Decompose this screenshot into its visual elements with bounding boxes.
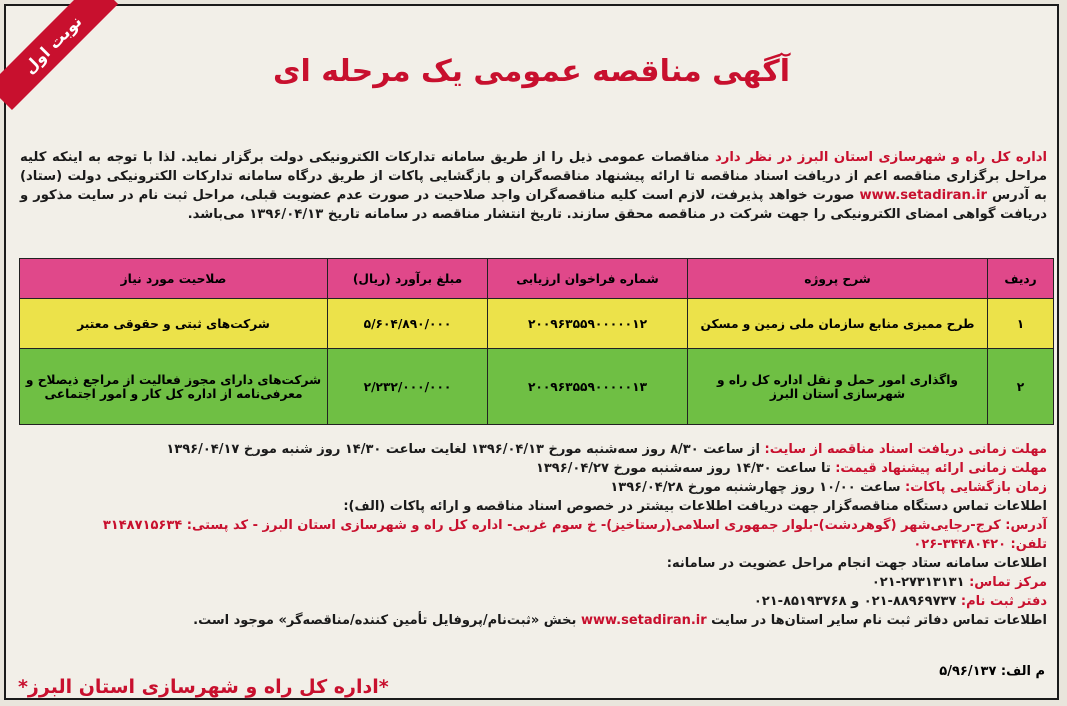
header-qualification: صلاحیت مورد نیاز xyxy=(20,259,328,299)
cell-row-no: ۲ xyxy=(988,349,1054,425)
other-provinces-text-2: بخش «ثبت‌نام/پروفایل تأمین کننده/مناقصه‌گر» موجود است. xyxy=(193,613,581,628)
setad-link[interactable]: www.setadiran.ir xyxy=(859,188,987,203)
footer-signature: *اداره کل راه و شهرسازی استان البرز* xyxy=(18,676,389,698)
cell-call-number: ۲۰۰۹۶۳۵۵۹۰۰۰۰۰۱۳ xyxy=(488,349,688,425)
table-header-row xyxy=(20,259,1054,299)
intro-text-1: مناقصات عمومی ذیل را از طریق سامانه تدارکات الکترونیکی دولت برگزار نماید. لذا با توجه به اینکه کلیه مراحل برگزاری مناقصه اعم از دریافت اسناد مناقصه تا ارائه پیشنهاد مناقصه‌گران و بازگشایی پاکات از طریق درگاه سامانه تدارکات الکترونیکی دولت (ستاد) به آدرس xyxy=(20,150,1047,203)
cell-qualification: شرکت‌های دارای مجوز فعالیت از مراجع ذیصلاح و معرفی‌نامه از اداره کل کار و امور اجتماعی xyxy=(20,349,328,425)
call-center-value: ۲۷۳۱۳۱۳۱-۰۲۱ xyxy=(871,575,965,590)
phone-line: تلفن: ۳۴۴۸۰۴۲۰-۰۲۶ xyxy=(913,537,1047,552)
cell-amount: ۵/۶۰۴/۸۹۰/۰۰۰ xyxy=(328,299,488,349)
docs-deadline-value: از ساعت ۸/۳۰ روز سه‌شنبه مورخ ۱۳۹۶/۰۴/۱۳ لغایت ساعت ۱۴/۳۰ روز شنبه مورخ ۱۳۹۶/۰۴/۱۷ xyxy=(166,442,765,457)
contact-heading: اطلاعات تماس دستگاه مناقصه‌گزار جهت دریافت اطلاعات بیشتر در خصوص اسناد مناقصه و ارائه پاکات (الف): xyxy=(343,499,1047,514)
setad-heading: اطلاعات سامانه ستاد جهت انجام مراحل عضویت در سامانه: xyxy=(666,556,1047,571)
setad-link-2[interactable]: www.setadiran.ir xyxy=(580,613,707,628)
opening-time-value: ساعت ۱۰/۰۰ روز چهارشنبه مورخ ۱۳۹۶/۰۴/۲۸ xyxy=(610,480,906,495)
address-label: آدرس: xyxy=(1000,518,1047,533)
registration-office-label: دفتر ثبت نام: xyxy=(956,594,1047,609)
tender-table xyxy=(19,258,1054,425)
opening-time xyxy=(18,478,1047,497)
header-project: شرح پروژه xyxy=(688,259,988,299)
intro-text-2: صورت خواهد پذیرفت، لازم است کلیه مناقصه‌گران واجد صلاحیت در صورت عدم عضویت قبلی، مراحل ثبت نام در سایت مذکور و دریافت گواهی امضای الکترونیکی را جهت شرکت در مناقصه محقق سازند. تاریخ انتشار مناقصه در سامانه تاریخ ۱۳۹۶/۰۴/۱۳ می‌باشد. xyxy=(20,188,1047,222)
ad-title: آگهی مناقصه عمومی یک مرحله ای xyxy=(273,54,790,89)
table-row xyxy=(20,299,1054,349)
intro-paragraph xyxy=(20,148,1047,224)
ad-frame xyxy=(4,4,1059,700)
other-provinces xyxy=(18,611,1047,630)
docs-deadline xyxy=(18,440,1047,459)
cell-amount: ۲/۲۳۲/۰۰۰/۰۰۰ xyxy=(328,349,488,425)
header-row-no: ردیف xyxy=(988,259,1054,299)
registration-office-value: ۸۸۹۶۹۷۳۷-۰۲۱ و ۸۵۱۹۳۷۶۸-۰۲۱ xyxy=(753,594,957,609)
bid-deadline-value: تا ساعت ۱۴/۳۰ روز سه‌شنبه مورخ ۱۳۹۶/۰۴/۲۷ xyxy=(535,461,836,476)
bid-deadline-label: مهلت زمانی ارائه پیشنهاد قیمت: xyxy=(835,461,1047,476)
table-row xyxy=(20,349,1054,425)
first-issue-ribbon: نوبت اول xyxy=(0,0,118,110)
postal-code: ۳۱۴۸۷۱۵۶۳۴ xyxy=(102,518,183,533)
other-provinces-text: اطلاعات تماس دفاتر ثبت نام سایر استان‌ها در سایت xyxy=(706,613,1047,628)
intro-lead: اداره کل راه و شهرسازی استان البرز در نظر دارد xyxy=(715,150,1047,165)
header-amount: مبلغ برآورد (ریال) xyxy=(328,259,488,299)
call-center xyxy=(18,573,1047,592)
registration-office xyxy=(18,592,1047,611)
details-section xyxy=(18,440,1047,630)
cell-call-number: ۲۰۰۹۶۳۵۵۹۰۰۰۰۰۱۲ xyxy=(488,299,688,349)
call-center-label: مرکز تماس: xyxy=(964,575,1047,590)
header-call-number: شماره فراخوان ارزیابی xyxy=(488,259,688,299)
cell-project: طرح ممیزی منابع سازمان ملی زمین و مسکن xyxy=(688,299,988,349)
address-line xyxy=(18,516,1047,535)
cell-project: واگذاری امور حمل و نقل اداره کل راه و شهرسازی استان البرز xyxy=(688,349,988,425)
cell-row-no: ۱ xyxy=(988,299,1054,349)
opening-time-label: زمان بازگشایی پاکات: xyxy=(905,480,1047,495)
bid-deadline xyxy=(18,459,1047,478)
address-value: کرج-رجایی‌شهر (گوهردشت)-بلوار جمهوری اسلامی(رستاخیز)- خ سوم غربی- اداره کل راه و شهرسازی استان البرز - کد پستی: xyxy=(182,518,1001,533)
cell-qualification: شرکت‌های ثبتی و حقوقی معتبر xyxy=(20,299,328,349)
docs-deadline-label: مهلت زمانی دریافت اسناد مناقصه از سایت: xyxy=(764,442,1047,457)
ad-reference: م الف: ۵/۹۶/۱۳۷ xyxy=(939,664,1045,679)
